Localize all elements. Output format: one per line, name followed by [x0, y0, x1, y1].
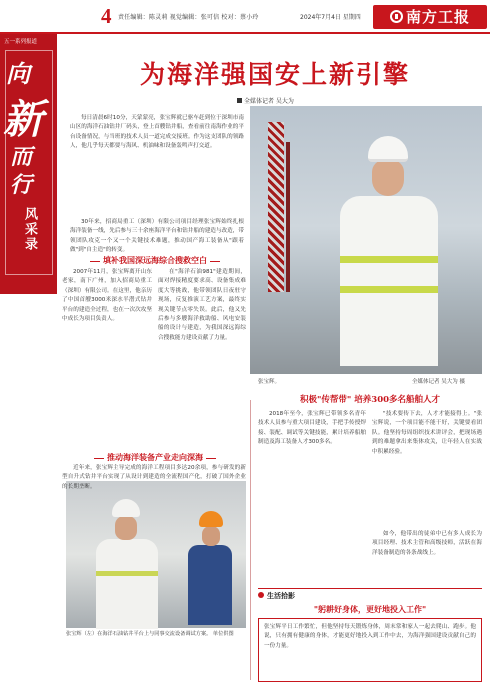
box-text: 张宝辉平日工作繁忙，但他坚持每天锻炼身体，周末常和家人一起去爬山、跑步。他说，只有拥有健康的身体，才能更好地投入到工作中去，为海洋强国建设贡献自己的一份力量。 — [264, 624, 476, 649]
reflective-stripe — [340, 256, 438, 263]
logo-mark-icon — [390, 10, 403, 23]
page-header — [0, 0, 490, 34]
section-3-paragraph-2: "技术要传下去，人才才能接得上。"张宝辉说，一个项目能不能干好，关键要看团队。他坚持每周组织技术讲评会，把现场遇到的难题拿出来集体攻关，让年轻人在实战中积累经验。 — [372, 411, 482, 455]
section-1-paragraph-2: 在"海洋石油981"建造期间，面对焊接精度要求高、设备集成难度大等挑战，他带领团队日夜驻守现场，反复推演工艺方案，最终实现关键节点零失误。此后，他又先后参与多艘海洋救助船、风电安装船的设计与建造，为我国深远海综合搜救能力建设贡献了力量。 — [158, 269, 246, 341]
worker-body — [96, 539, 158, 629]
section-3-paragraph-1: 2018年至今，张宝辉已带领多名青年技术人员参与重大项目建设，手把手传授焊接、装配、调试等关键技能，累计培养船舶制造及海工装备人才300多名。 — [258, 411, 366, 446]
worker-face — [372, 160, 404, 196]
issue-date: 2024年7月4日 星期四 — [300, 14, 361, 21]
column-sidebar — [0, 34, 57, 294]
caption-text: 张宝辉（左）在海洋石油钻井平台上与同事交流设备调试方案。 — [66, 631, 212, 637]
sidebar-word-2: 新 — [3, 96, 43, 143]
box-title: "躬耕好身体，更好地投入工作" — [313, 604, 427, 614]
byline-marker-icon — [237, 98, 242, 103]
sidebar-word-4: 行 — [10, 172, 33, 198]
worker-body — [340, 196, 438, 366]
intro-paragraph-1: 每日清晨6时10分，天蒙蒙亮，张宝辉就已驱车赶到位于深圳市南山区的海洋石油钻井厂码头，登上首艘钻井船，查看前往南海作业的平台设备情况，与当班的技术人员一道完成交接班。作为这支团队的领路人，他几乎每天都要与海风、机油味和设备轰鸣声打交道。 — [70, 115, 244, 150]
secondary-photo — [66, 481, 246, 628]
article-headline: 为海洋强国安上新引擎 — [139, 60, 410, 89]
section-2-title: 推动海洋装备产业走向深海 — [62, 452, 248, 463]
derrick-post — [286, 142, 290, 292]
intro-paragraph-2: 30年来，招商局重工（深圳）有限公司项目经理张宝辉始终扎根海洋装备一线，先后参与三十余座海洋平台和钻井船的建造与改造，带领团队攻克一个又一个关键技术难题，推动国产海工装备从"跟着做"到"自主造"的转变。 — [70, 219, 244, 254]
newspaper-logo — [373, 5, 487, 29]
worker-portrait — [334, 136, 444, 366]
caption-credit: 单位供图 — [212, 631, 234, 637]
main-photo-caption: 张宝辉。 — [258, 379, 281, 385]
sidebar-word-1: 向 — [6, 59, 30, 88]
secondary-photo-caption — [66, 630, 246, 638]
sidebar-box — [258, 618, 482, 682]
column-tag-label: 生活拾影 — [267, 592, 295, 600]
sidebar-word-3: 而 — [10, 144, 33, 170]
editor-credits: 责任编辑：陈灵莉 视觉编辑：张可信 校对：蔡小玲 — [118, 14, 259, 21]
worker-face — [202, 526, 220, 546]
series-label: 五一系列报道 — [4, 39, 38, 45]
page-number: 4 — [101, 4, 112, 28]
worker-body — [188, 545, 232, 625]
section-3-title: 积极"传帮带" 培养300多名船舶人才 — [299, 395, 441, 405]
main-photo-credit: 全媒体记者 吴大为 摄 — [412, 379, 465, 385]
section-3-banner — [258, 388, 482, 410]
section-2-paragraph-1: 近年来，张宝辉主导完成的海洋工程项目多达20余项，参与研发的新型自升式钻井平台实现了从设计到建造的全流程国产化，打破了国外企业的长期垄断。 — [62, 465, 246, 490]
byline — [237, 96, 294, 105]
section-divider — [258, 588, 482, 589]
series-name: 风采录 — [22, 207, 37, 252]
main-photo — [250, 106, 482, 374]
hard-hat-icon — [368, 136, 408, 162]
byline-text: 全媒体记者 吴大为 — [244, 98, 294, 105]
reflective-stripe — [96, 571, 158, 576]
bullet-icon — [258, 592, 264, 598]
hard-hat-icon — [112, 499, 140, 517]
section-1-title: 填补我国深远海综合搜救空白 — [62, 255, 248, 266]
hard-hat-icon — [199, 511, 223, 527]
column-tag — [258, 591, 295, 601]
worker-face — [115, 516, 137, 540]
drilling-derrick — [268, 122, 284, 292]
section-1-paragraph-1: 2007年11月，张宝辉离开山东老家，南下广州，加入招商局重工（深圳）有限公司。在这里，他亲历了中国首艘3000米深水半潜式钻井平台的建造全过程，也在一次次攻坚中成长为项目负责人。 — [62, 269, 152, 323]
column-divider — [250, 400, 251, 680]
reflective-stripe — [340, 286, 438, 293]
section-3-paragraph-3: 如今，他带出的徒弟中已有多人成长为项目经理、技术主管和高级技师，活跃在海洋装备制造的各条战线上。 — [372, 531, 482, 556]
logo-text: 南方工报 — [405, 8, 470, 26]
